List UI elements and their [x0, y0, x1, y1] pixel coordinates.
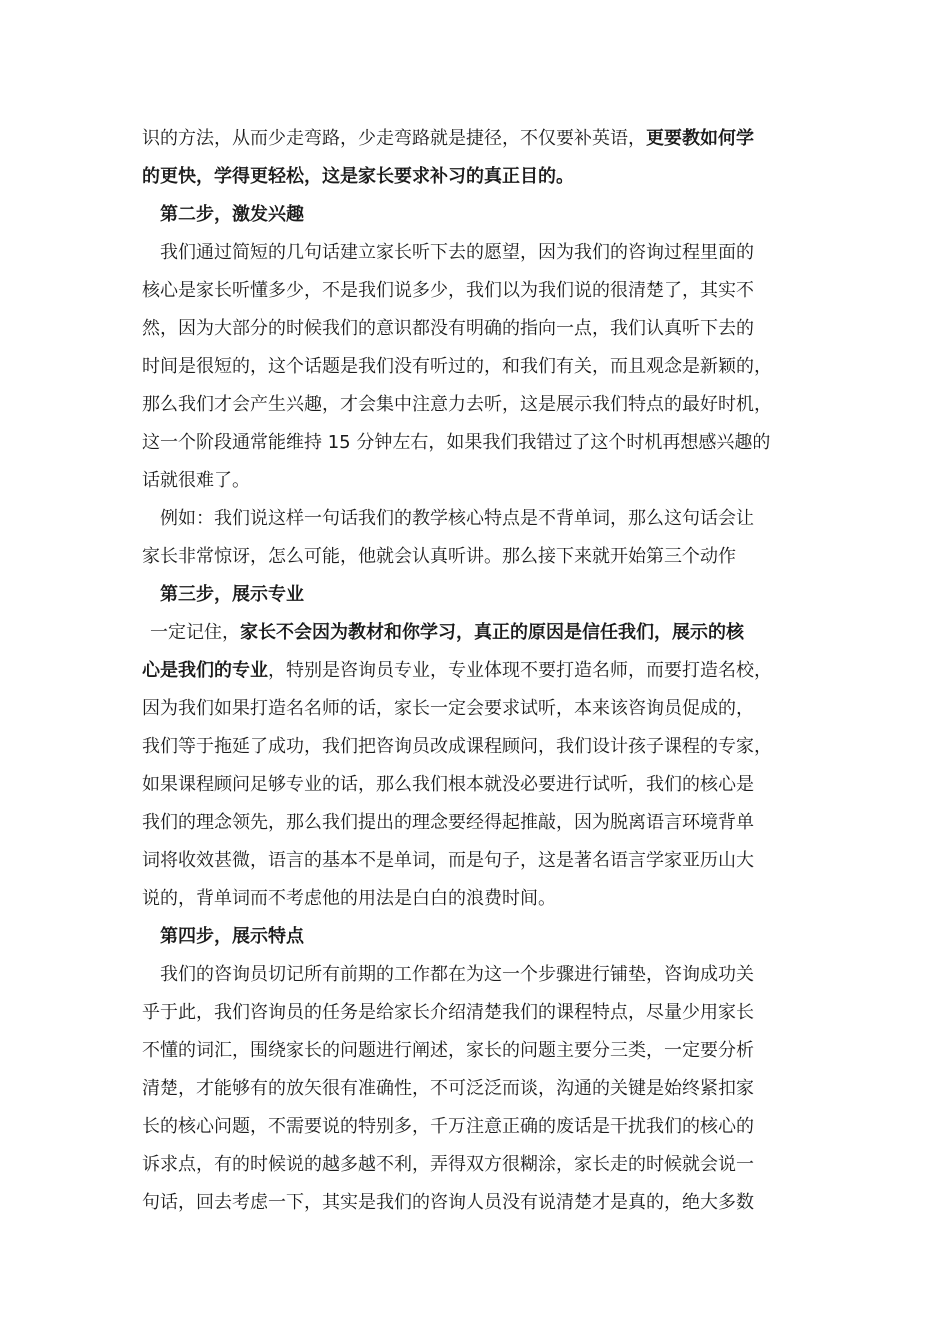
- step2-p1-line: 话就很难了。: [142, 470, 250, 491]
- step2-p1-line: 然，因为大部分的时候我们的意识都没有明确的指向一点，我们认真听下去的: [142, 318, 754, 339]
- step2-p1-line: 核心是家长听懂多少，不是我们说多少，我们以为我们说的很清楚了，其实不: [142, 280, 754, 301]
- intro-text: 识的方法，从而少走弯路，少走弯路就是捷径，不仅要补英语，: [142, 128, 646, 149]
- step2-p1-line: 时间是很短的，这个话题是我们没有听过的，和我们有关，而且观念是新颖的，: [142, 356, 772, 377]
- step2-p1-line: 那么我们才会产生兴趣，才会集中注意力去听，这是展示我们特点的最好时机，: [142, 394, 772, 415]
- step2-p2-line: 例如：我们说这样一句话我们的教学核心特点是不背单词，那么这句话会让: [160, 508, 754, 529]
- intro-line-1: [142, 120, 822, 158]
- step3-line: 我们的理念领先，那么我们提出的理念要经得起推敲，因为脱离语言环境背单: [142, 812, 754, 833]
- step3-plain-text: 一定记住，: [150, 622, 240, 643]
- step4-heading: 第四步，展示特点: [160, 926, 304, 947]
- document-body: [142, 120, 822, 1222]
- step3-line-1: [142, 614, 822, 652]
- step2-heading: 第二步，激发兴趣: [160, 204, 304, 225]
- step3-line: 因为我们如果打造名名师的话，家长一定会要求试听，本来该咨询员促成的，: [142, 698, 754, 719]
- step4-line: 我们的咨询员切记所有前期的工作都在为这一个步骤进行铺垫，咨询成功关: [160, 964, 754, 985]
- step3-line: 如果课程顾问足够专业的话，那么我们根本就没必要进行试听，我们的核心是: [142, 774, 754, 795]
- step3-line: 我们等于拖延了成功，我们把咨询员改成课程顾问，我们设计孩子课程的专家，: [142, 736, 772, 757]
- step2-p2-line: 家长非常惊讶，怎么可能，他就会认真听讲。那么接下来就开始第三个动作: [142, 546, 736, 567]
- step3-line-2: [142, 652, 822, 690]
- step3-bold-text: 家长不会因为教材和你学习，真正的原因是信任我们，展示的核: [240, 622, 744, 643]
- step3-line: 词将收效甚微，语言的基本不是单词，而是句子，这是著名语言学家亚历山大: [142, 850, 754, 871]
- step4-line: 清楚，才能够有的放矢很有准确性，不可泛泛而谈，沟通的关键是始终紧扣家: [142, 1078, 754, 1099]
- step4-line: 乎于此，我们咨询员的任务是给家长介绍清楚我们的课程特点，尽量少用家长: [142, 1002, 754, 1023]
- step3-line: 说的，背单词而不考虑他的用法是白白的浪费时间。: [142, 888, 556, 909]
- step3-bold-text: 心是我们的专业: [142, 660, 268, 681]
- step4-line: 不懂的词汇，围绕家长的问题进行阐述，家长的问题主要分三类，一定要分析: [142, 1040, 754, 1061]
- step3-heading: 第三步，展示专业: [160, 584, 304, 605]
- step3-plain-text: ，特别是咨询员专业，专业体现不要打造名师，而要打造名校，: [268, 660, 772, 681]
- step4-line: 句话，回去考虑一下，其实是我们的咨询人员没有说清楚才是真的，绝大多数: [142, 1192, 754, 1213]
- step4-line: 诉求点，有的时候说的越多越不利，弄得双方很糊涂，家长走的时候就会说一: [142, 1154, 754, 1175]
- intro-bold-text: 更要教如何学: [646, 128, 754, 149]
- step4-line: 长的核心问题，不需要说的特别多，千万注意正确的废话是干扰我们的核心的: [142, 1116, 754, 1137]
- intro-line-2: 的更快，学得更轻松，这是家长要求补习的真正目的。: [142, 166, 574, 187]
- step2-p1-line: 我们通过简短的几句话建立家长听下去的愿望，因为我们的咨询过程里面的: [160, 242, 754, 263]
- step2-p1-line: 这一个阶段通常能维持 15 分钟左右，如果我们我错过了这个时机再想感兴趣的: [142, 432, 771, 453]
